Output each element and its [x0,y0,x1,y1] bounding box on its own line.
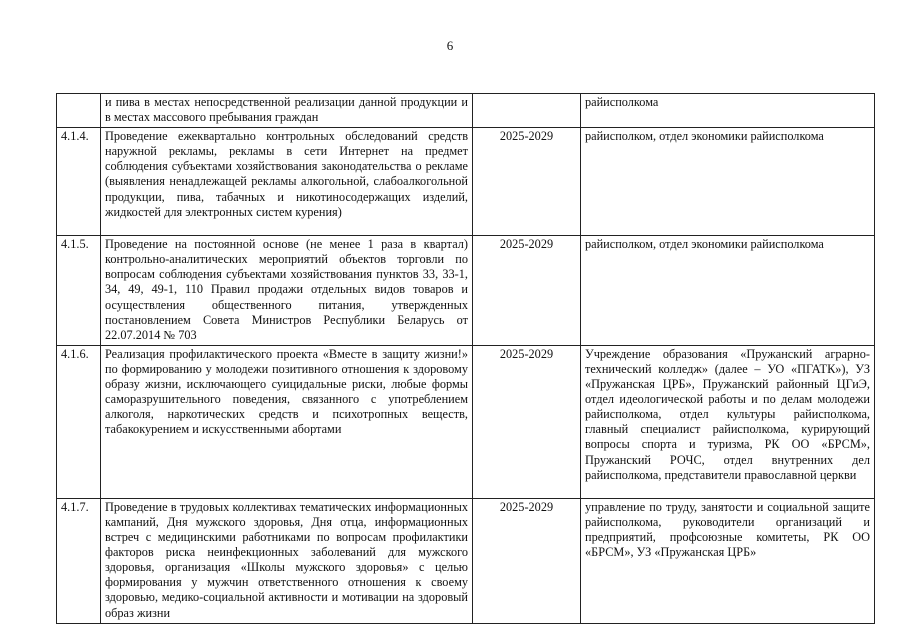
action-plan-table [56,93,875,624]
table-row [57,128,875,236]
table-row [57,94,875,128]
execution-term: 2025-2029 [473,345,581,498]
table-row [57,236,875,346]
item-number [57,94,101,128]
activity-description: Проведение в трудовых коллективах тематических информационных кампаний, Дня мужского здоровья, Дня отца, информационных встреч с медицинскими работниками по вопросам профилактики факторов риска неинфекционных заболеваний для мужского здоровья, организация «Школы мужского здоровья» с целью формирования у мужчин ответственного отношения к своему здоровью, медико-социальной активности и мотивации на здоровый образ жизни [101,498,473,623]
activity-description: и пива в местах непосредственной реализации данной продукции и в местах массового пребывания граждан [101,94,473,128]
activity-description: Проведение на постоянной основе (не менее 1 раза в квартал) контрольно-аналитических мероприятий объектов торговли по вопросам соблюдения субъектами хозяйствования пунктов 33, 33-1, 34, 49, 49-1, 110 Правил продажи отдельных видов товаров и осуществления общественного питания, утвержденных постановлением Совета Министров Республики Беларусь от 22.07.2014 № 703 [101,236,473,346]
item-number: 4.1.5. [57,236,101,346]
responsible-executors: райисполком, отдел экономики райисполкома [581,128,875,236]
responsible-executors: Учреждение образования «Пружанский аграрно-технический колледж» (далее – УО «ПГАТК»), УЗ «Пружанская ЦРБ», Пружанский районный ЦГиЭ, отдел идеологической работы и по делам молодежи райисполкома, отдел культуры райисполкома, главный специалист райисполкома, курирующий вопросы спорта и туризма, РК ОО «БРСМ», Пружанский РОЧС, отдел внутренних дел райисполкома, представители православной церкви [581,345,875,498]
execution-term: 2025-2029 [473,128,581,236]
responsible-executors: райисполкома [581,94,875,128]
responsible-executors: райисполком, отдел экономики райисполкома [581,236,875,346]
item-number: 4.1.7. [57,498,101,623]
execution-term: 2025-2029 [473,236,581,346]
table-row [57,345,875,498]
page-number: 6 [446,38,454,53]
item-number: 4.1.6. [57,345,101,498]
execution-term: 2025-2029 [473,498,581,623]
activity-description: Проведение ежеквартально контрольных обследований средств наружной рекламы, рекламы в сети Интернет на предмет соблюдения субъектами хозяйствования законодательства о рекламе (выявления ненадлежащей рекламы алкогольной, слабоалкогольной продукции, пива, табачных и никотиносодержащих изделий, жидкостей для электронных систем курения) [101,128,473,236]
item-number: 4.1.4. [57,128,101,236]
activity-description: Реализация профилактического проекта «Вместе в защиту жизни!» по формированию у молодежи позитивного отношения к здоровому образу жизни, исключающего суицидальные риски, любые формы саморазрушительного поведения, связанного с употреблением алкоголя, наркотических средств и психотропных веществ, табакокурением и искусственными абортами [101,345,473,498]
execution-term [473,94,581,128]
table-row [57,498,875,623]
responsible-executors: управление по труду, занятости и социальной защите райисполкома, руководители организаций и предприятий, профсоюзные комитеты, РК ОО «БРСМ», УЗ «Пружанская ЦРБ» [581,498,875,623]
